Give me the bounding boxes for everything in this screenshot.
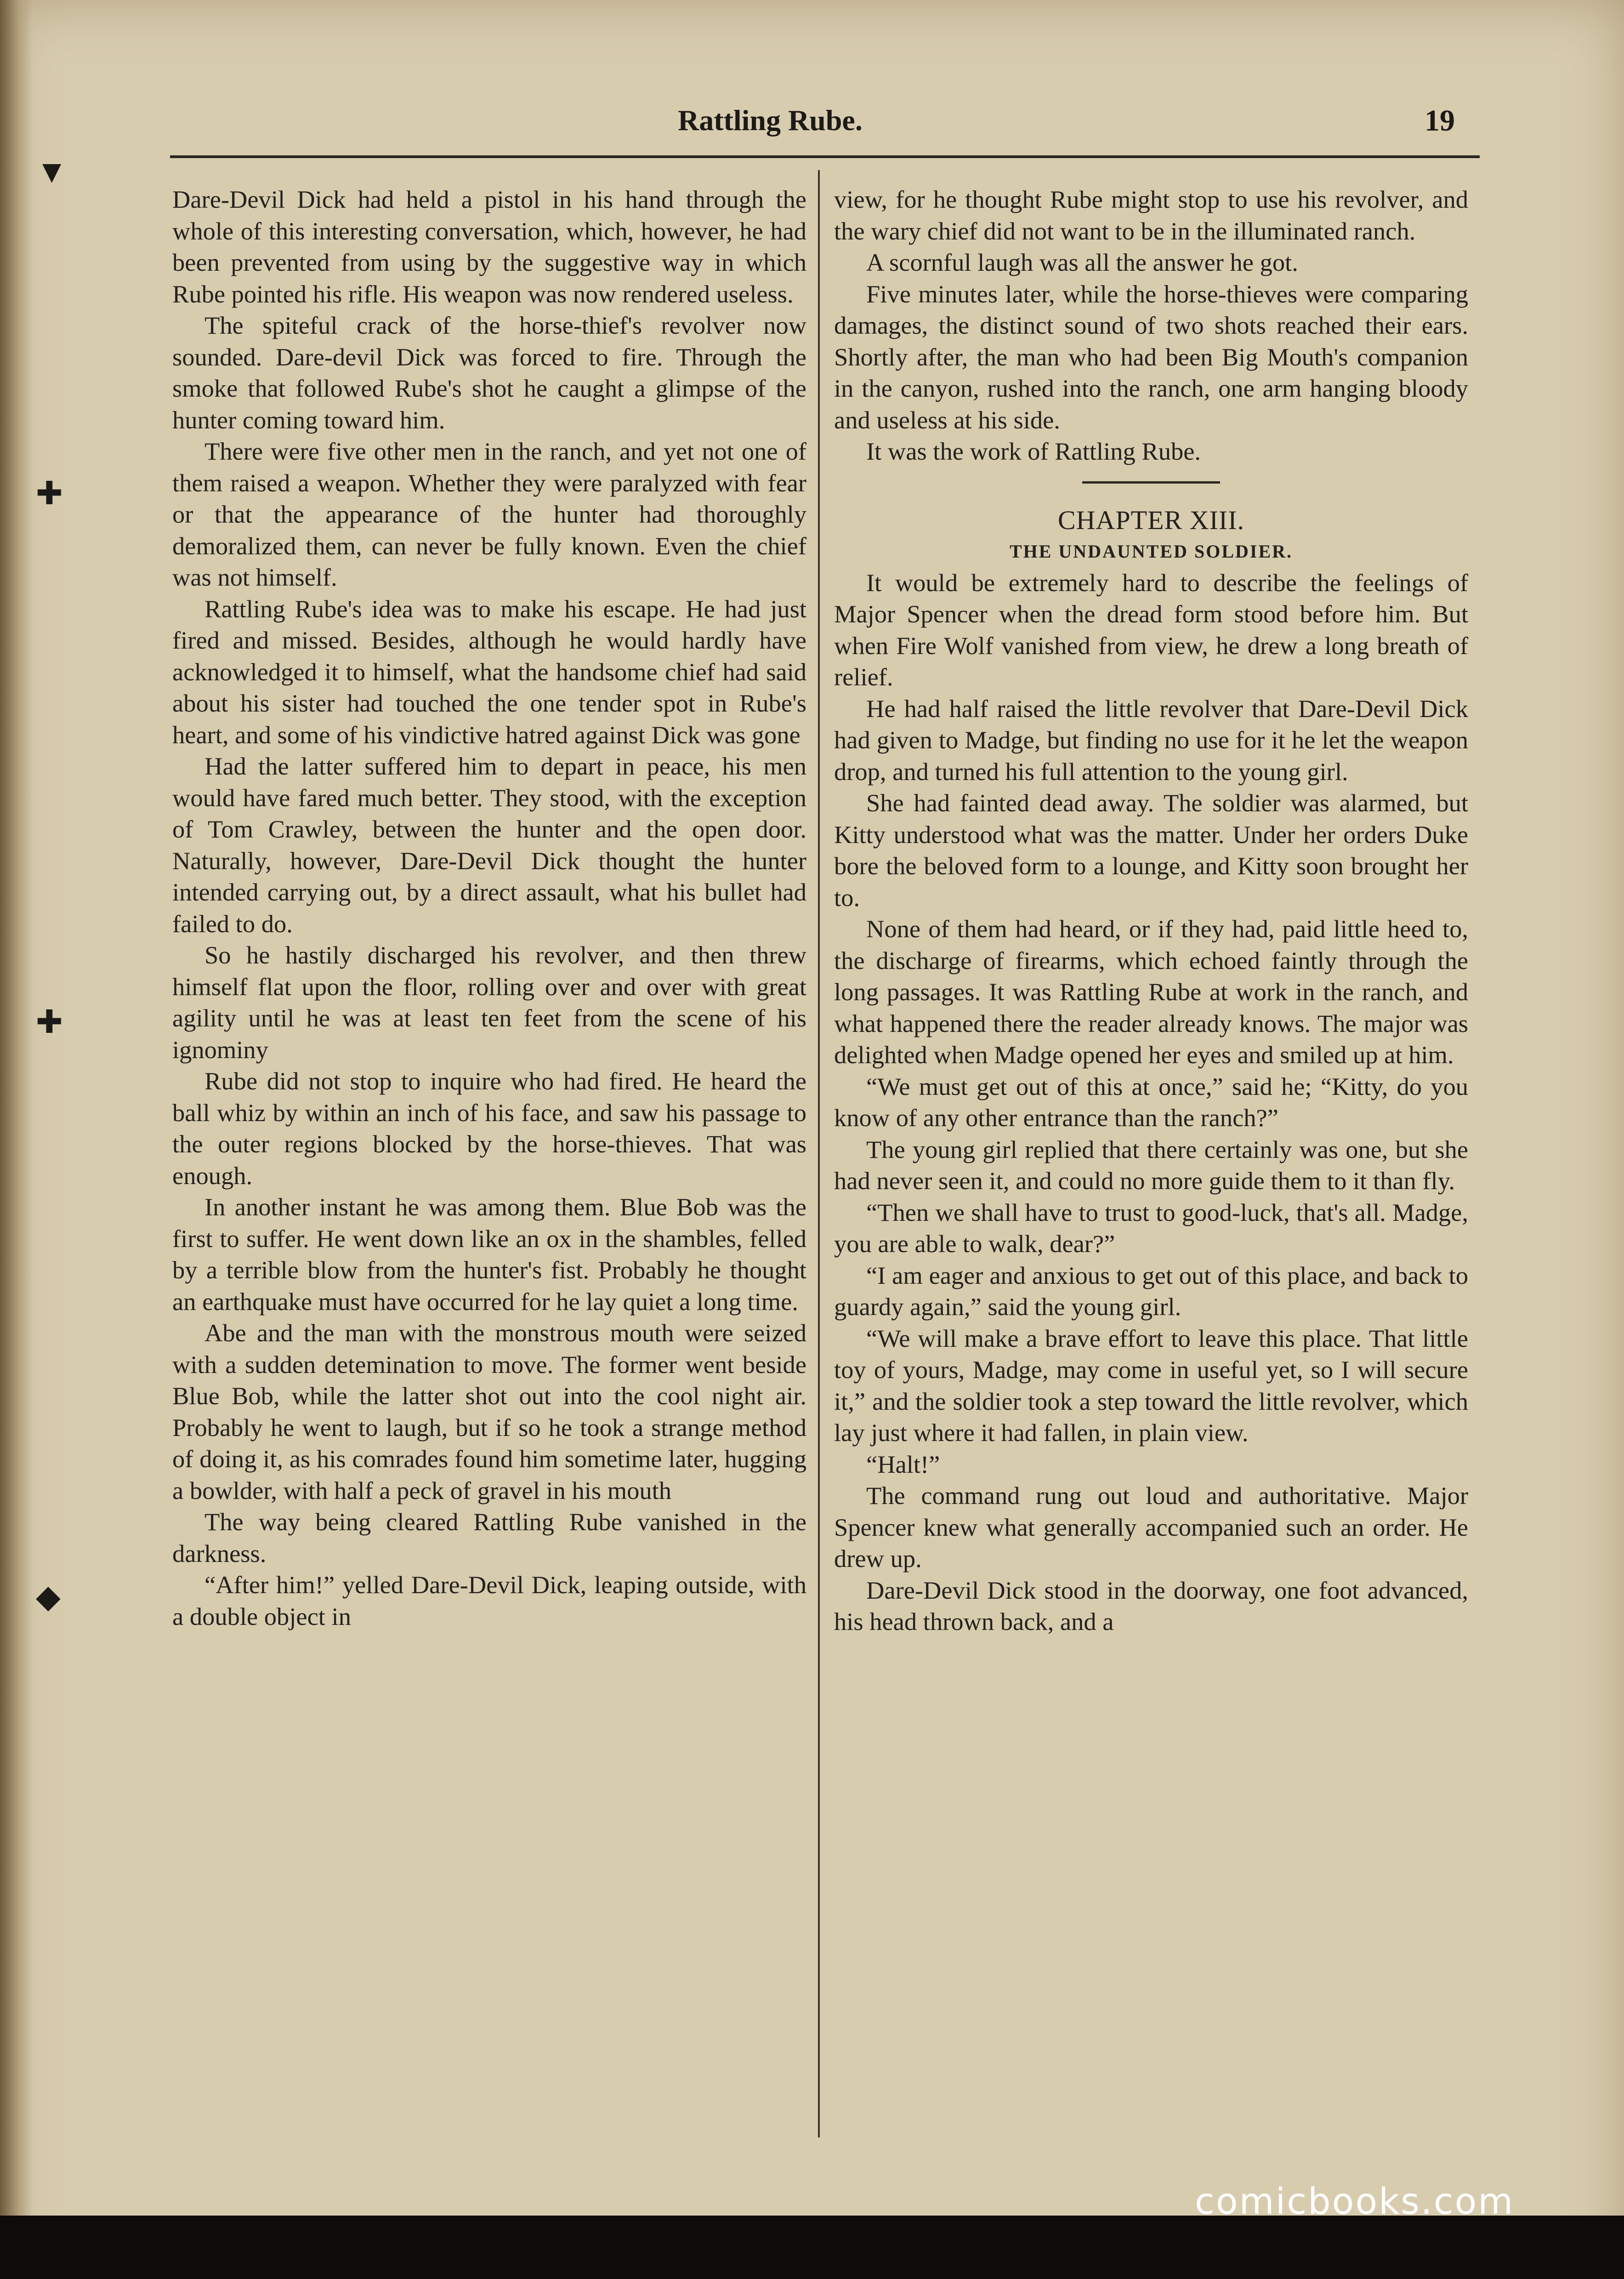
watermark: comicbooks.com (1195, 2181, 1515, 2222)
paragraph: Dare-Devil Dick had held a pistol in his hand through the whole of this interesting conversation, which, however, he had been prevented from using by the suggestive way in which Rube pointed his rifle. His weapon was now rendered useless. (172, 185, 806, 308)
paragraph: Rattling Rube's idea was to make his escape. He had just fired and missed. Besides, although he would hardly have acknowledged it to himself, what the handsome chief had said about his sister had touched the one tender spot in Rube's heart, and some of his vindictive hatred against Dick was gone (172, 594, 806, 749)
paragraph: She had fainted dead away. The soldier was alarmed, but Kitty understood what was the matter. Under her orders Duke bore the beloved form to a lounge, and Kitty soon brought her to. (834, 789, 1468, 912)
paragraph: The spiteful crack of the horse-thief's revolver now sounded. Dare-devil Dick was forced to fire. Through the smoke that followed Rube's shot he caught a glimpse of the hunter coming toward him. (172, 311, 806, 434)
running-header-title: Rattling Rube. (678, 104, 863, 137)
column-divider (818, 170, 820, 2137)
paragraph: In another instant he was among them. Blue Bob was the first to suffer. He went down like an ox in the shambles, felled by a terrible blow from the hunter's fist. Probably he thought an earthquake must have occurred for he lay quiet a long time. (172, 1193, 806, 1316)
left-column (172, 184, 806, 1632)
paragraph: “Then we shall have to trust to good-luck, that's all. Madge, you are able to walk, dear?” (834, 1198, 1468, 1258)
margin-cross-mark: ✚ (36, 1005, 63, 1040)
paragraph: So he hastily discharged his revolver, and then threw himself flat upon the floor, rolling over and over with great agility until he was at least ten feet from the scene of his ignominy (172, 941, 806, 1064)
paragraph: “After him!” yelled Dare-Devil Dick, leaping outside, with a double object in (172, 1571, 806, 1630)
paragraph: view, for he thought Rube might stop to use his revolver, and the wary chief did not want to be in the illuminated ranch. (834, 185, 1468, 245)
paragraph: “We must get out of this at once,” said he; “Kitty, do you know of any other entrance than the ranch?” (834, 1072, 1468, 1132)
paragraph: None of them had heard, or if they had, paid little heed to, the discharge of firearms, which echoed faintly through the long passages. It was Rattling Rube at work in the ranch, and what happened there the reader already knows. The major was delighted when Madge opened her eyes and smiled up at him. (834, 915, 1468, 1069)
paragraph: “I am eager and anxious to get out of this place, and back to guardy again,” said the young girl. (834, 1261, 1468, 1321)
paragraph: He had half raised the little revolver that Dare-Devil Dick had given to Madge, but finding no use for it he let the weapon drop, and turned his full attention to the young girl. (834, 694, 1468, 786)
header-rule (170, 155, 1480, 158)
paragraph: The way being cleared Rattling Rube vanished in the darkness. (172, 1508, 806, 1567)
paragraph: It would be extremely hard to describe the feelings of Major Spencer when the dread form stood before him. But when Fire Wolf vanished from view, he drew a long breath of relief. (834, 568, 1468, 691)
paragraph: There were five other men in the ranch, and yet not one of them raised a weapon. Whether they were paralyzed with fear or that the appearance of the hunter had thoroughly demoralized them, can never be fully known. Even the chief was not himself. (172, 437, 806, 591)
chapter-subtitle: THE UNDAUNTED SOLDIER. (1009, 541, 1293, 562)
paragraph: The young girl replied that there certainly was one, but she had never seen it, and could no more guide them to it than fly. (834, 1135, 1468, 1195)
margin-arrow-mark: ▼ (36, 154, 68, 190)
paragraph: A scornful laugh was all the answer he got. (866, 248, 1298, 276)
right-column (834, 184, 1468, 1638)
paragraph: Dare-Devil Dick stood in the doorway, one foot advanced, his head thrown back, and a (834, 1576, 1468, 1635)
paragraph: Five minutes later, while the horse-thieves were comparing damages, the distinct sound of two shots reached their ears. Shortly after, the man who had been Big Mouth's companion in the canyon, rushed into the ranch, one arm hanging bloody and useless at his side. (834, 279, 1468, 434)
scan-bottom-edge (0, 2216, 1624, 2279)
margin-cross-mark: ✚ (36, 476, 63, 512)
page-number: 19 (1425, 104, 1455, 137)
paragraph: Abe and the man with the monstrous mouth were seized with a sudden detemination to move. The former went beside Blue Bob, while the latter shot out into the cool night air. Probably he went to laugh, but if so he took a strange method of doing it, as his comrades found him sometime later, hugging a bowlder, with half a peck of gravel in his mouth (172, 1319, 806, 1504)
paragraph: Had the latter suffered him to depart in peace, his men would have fared much better. They stood, with the exception of Tom Crawley, between the hunter and the open door. Naturally, however, Dare-Devil Dick thought the hunter intended carrying out, by a direct assault, what his bullet had failed to do. (172, 752, 806, 938)
margin-diamond-mark: ◆ (36, 1579, 61, 1615)
paragraph: The command rung out loud and authoritative. Major Spencer knew what generally accompanied such an order. He drew up. (834, 1481, 1468, 1573)
paragraph: “We will make a brave effort to leave this place. That little toy of yours, Madge, may come in useful yet, so I will secure it,” and the soldier took a step toward the little revolver, which lay just where it had fallen, in plain view. (834, 1324, 1468, 1447)
paragraph: “Halt!” (866, 1450, 940, 1478)
paragraph: It was the work of Rattling Rube. (866, 437, 1201, 465)
chapter-rule (1082, 481, 1220, 484)
paragraph: Rube did not stop to inquire who had fired. He heard the ball whiz by within an inch of his face, and saw his passage to the outer regions blocked by the horse-thieves. That was enough. (172, 1067, 806, 1190)
page-binding-edge (0, 0, 32, 2279)
chapter-heading: CHAPTER XIII. (1057, 505, 1245, 535)
